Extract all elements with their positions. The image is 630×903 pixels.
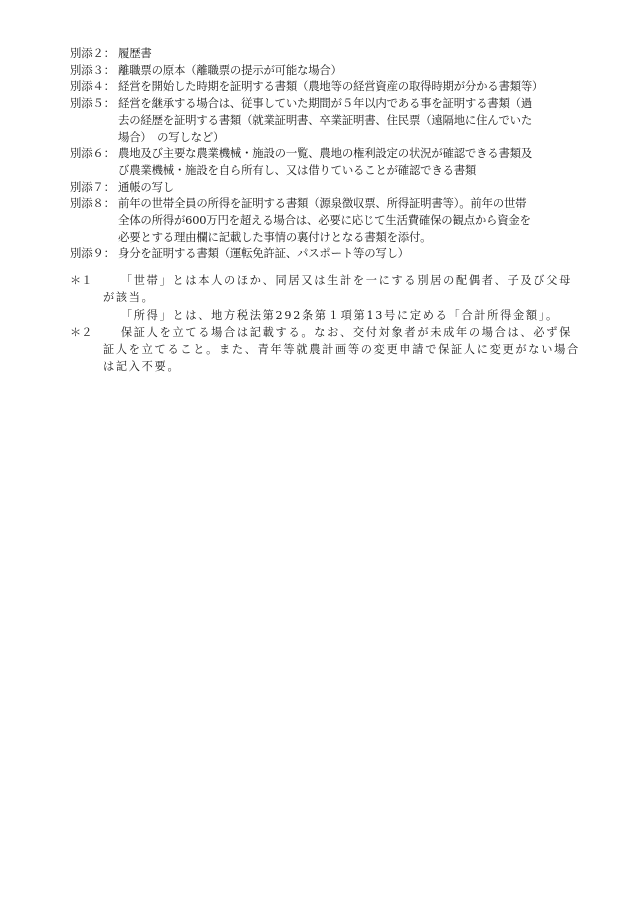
attachment-line: 離職票の原本（離職票の提示が可能な場合） <box>118 62 342 77</box>
attachment-label: 別添９： <box>70 246 115 261</box>
notes-list <box>70 272 580 376</box>
attachment-line: 通帳の写し <box>118 179 174 194</box>
note-item <box>70 324 580 376</box>
attachment-line: 場合） の写しなど） <box>118 129 225 144</box>
attachment-item <box>70 95 585 145</box>
attachment-item <box>70 62 585 79</box>
attachment-line: 身分を証明する書類（運転免許証、パスポート等の写し） <box>118 246 409 261</box>
attachment-line: 必要とする理由欄に記載した事情の裏付けとなる書類を添付。 <box>118 229 432 244</box>
attachment-text <box>118 45 585 62</box>
attachment-item <box>70 78 585 95</box>
attachment-item <box>70 245 585 262</box>
attachment-text <box>118 95 585 145</box>
attachment-text <box>118 179 585 196</box>
note-line: 保証人を立てる場合は記載する。なお、交付対象者が未成年の場合は、 <box>120 325 534 339</box>
attachment-label: 別添８： <box>70 196 115 211</box>
note-text <box>103 324 580 376</box>
note-paragraph <box>103 307 580 324</box>
note-mark: ＊１ <box>70 274 93 287</box>
attachment-text <box>118 195 585 245</box>
note-line: 「世帯」とは本人のほか、同居又は生計を一にする別居の配偶者、子及び父 <box>120 274 560 287</box>
attachment-line: 全体の所得が600万円を超える場合は、必要に応じて生活費確保の観点から資金を <box>118 213 531 228</box>
note-text <box>103 272 580 324</box>
attachment-line: び農業機械・施設を自ら所有し、又は借りていることが確認できる書類 <box>118 162 477 177</box>
note-line: 変更がない場合は記入不要。 <box>103 343 580 374</box>
attachment-label: 別添３： <box>70 62 115 77</box>
note-line: 必ず保証人を立てること。また、青年等就農計画等の変更申請で保証人に <box>103 325 572 357</box>
attachment-label: 別添２： <box>70 46 115 60</box>
attachment-text <box>118 78 585 95</box>
attachment-item <box>70 195 585 245</box>
attachment-line: 去の経歴を証明する書類（就業証明書、卒業証明書、住民票（遠隔地に住んでいた <box>118 112 533 127</box>
attachment-list <box>70 45 585 262</box>
note-line: 額」。 <box>525 308 559 322</box>
note-paragraph <box>103 324 580 376</box>
attachment-label: 別添５： <box>70 96 115 111</box>
attachment-line: 経営を開始した時期を証明する書類（農地等の経営資産の取得時期が分かる書類等） <box>118 79 544 94</box>
note-item <box>70 272 580 324</box>
attachment-text <box>118 62 585 79</box>
attachment-item <box>70 179 585 196</box>
attachment-item <box>70 145 585 178</box>
attachment-label: 別添６： <box>70 146 115 161</box>
attachment-line: 前年の世帯全員の所得を証明する書類（源泉徴収票、所得証明書等）。前年の世帯 <box>118 196 527 211</box>
attachment-label: 別添４： <box>70 79 115 94</box>
note-line: 「所得」とは、地方税法第292条第１項第13号に定める「合計所得金 <box>120 308 526 322</box>
note-paragraph <box>103 272 580 307</box>
attachment-text <box>118 245 585 262</box>
attachment-label: 別添７： <box>70 179 115 194</box>
attachment-item <box>70 45 585 62</box>
attachment-line: 農地及び主要な農業機械・施設の一覧、農地の権利設定の状況が確認できる書類及 <box>118 146 533 161</box>
attachment-line: 履歴書 <box>118 46 152 60</box>
attachment-line: 経営を継承する場合は、従事していた期間が５年以内である事を証明する書類（過 <box>118 96 533 111</box>
note-mark: ＊２ <box>70 325 93 339</box>
attachment-text <box>118 145 585 178</box>
note-line: 母が該当。 <box>103 274 572 305</box>
